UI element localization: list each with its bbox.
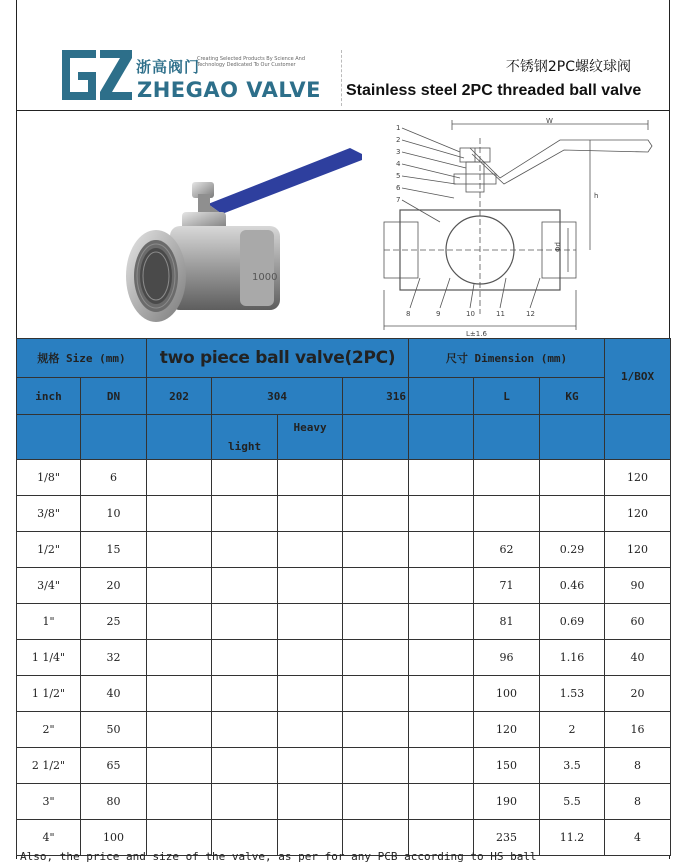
header-heavy: Heavy — [278, 415, 343, 460]
cell-blank — [409, 748, 474, 784]
cell-dn: 15 — [81, 532, 147, 568]
page-header — [16, 42, 670, 110]
table-body — [17, 460, 671, 856]
cell-blank — [409, 496, 474, 532]
cell-box: 8 — [605, 748, 671, 784]
cell-kg — [540, 460, 605, 496]
svg-text:7: 7 — [396, 196, 401, 204]
cell-l: 96 — [474, 640, 540, 676]
cell-l: 150 — [474, 748, 540, 784]
cell-316 — [343, 712, 409, 748]
svg-text:Φd: Φd — [554, 242, 562, 252]
cell-inch: 1 1/4" — [17, 640, 81, 676]
cell-316 — [343, 496, 409, 532]
cell-316 — [343, 460, 409, 496]
table-row — [17, 748, 671, 784]
svg-text:2: 2 — [396, 136, 401, 144]
valve-cross-section-drawing — [380, 118, 664, 338]
cell-blank — [409, 712, 474, 748]
logo-tagline: Creating Selected Products By Science And Technology Dedicated To Our Customer — [197, 56, 306, 68]
svg-text:h: h — [594, 192, 599, 200]
ball-valve-photo — [112, 134, 372, 340]
cell-304-light — [212, 604, 278, 640]
cell-304-heavy — [278, 712, 343, 748]
svg-text:3: 3 — [396, 148, 401, 156]
cell-inch: 3/4" — [17, 568, 81, 604]
cell-l: 81 — [474, 604, 540, 640]
cell-blank — [409, 676, 474, 712]
cell-kg: 0.69 — [540, 604, 605, 640]
cell-dn: 20 — [81, 568, 147, 604]
product-title-box — [341, 50, 671, 106]
cell-304-heavy — [278, 460, 343, 496]
cell-l — [474, 496, 540, 532]
cell-dn: 80 — [81, 784, 147, 820]
cell-box: 8 — [605, 784, 671, 820]
cell-304-light — [212, 748, 278, 784]
cell-304-light — [212, 532, 278, 568]
zhegao-logo-icon — [60, 46, 134, 104]
cell-kg: 11.2 — [540, 820, 605, 856]
cell-blank — [409, 568, 474, 604]
table-header-row-2 — [17, 378, 671, 415]
table-header-row-1 — [17, 339, 671, 378]
header-kg: KG — [540, 378, 605, 415]
cell-202 — [147, 640, 212, 676]
cell-304-heavy — [278, 748, 343, 784]
cell-202 — [147, 676, 212, 712]
cell-316 — [343, 784, 409, 820]
cell-box: 40 — [605, 640, 671, 676]
cell-box: 120 — [605, 496, 671, 532]
cell-box: 90 — [605, 568, 671, 604]
svg-text:10: 10 — [466, 310, 475, 318]
cell-blank — [409, 460, 474, 496]
svg-text:11: 11 — [496, 310, 505, 318]
cell-kg: 1.16 — [540, 640, 605, 676]
cell-box: 60 — [605, 604, 671, 640]
cell-inch: 2 1/2" — [17, 748, 81, 784]
table-row — [17, 676, 671, 712]
cell-inch: 4" — [17, 820, 81, 856]
cell-box: 4 — [605, 820, 671, 856]
cell-304-heavy — [278, 532, 343, 568]
cell-202 — [147, 712, 212, 748]
product-title-en: Stainless steel 2PC threaded ball valve — [346, 82, 642, 99]
cell-inch: 1/2" — [17, 532, 81, 568]
cell-inch: 1" — [17, 604, 81, 640]
cell-304-heavy — [278, 676, 343, 712]
cell-kg: 1.53 — [540, 676, 605, 712]
svg-text:4: 4 — [396, 160, 401, 168]
cell-l: 120 — [474, 712, 540, 748]
logo-english-name: ZHEGAO VALVE — [137, 78, 321, 102]
cell-dn: 50 — [81, 712, 147, 748]
cell-304-heavy — [278, 640, 343, 676]
svg-text:9: 9 — [436, 310, 441, 318]
svg-text:5: 5 — [396, 172, 401, 180]
cell-316 — [343, 604, 409, 640]
cell-kg — [540, 496, 605, 532]
table-row — [17, 460, 671, 496]
cell-202 — [147, 460, 212, 496]
header-light: light — [212, 415, 278, 460]
svg-text:12: 12 — [526, 310, 535, 318]
cell-316 — [343, 676, 409, 712]
svg-text:L±1.6: L±1.6 — [466, 330, 487, 338]
logo-chinese-name: 浙高阀门 — [136, 58, 201, 76]
cell-inch: 2" — [17, 712, 81, 748]
cell-316 — [343, 640, 409, 676]
product-title-cn: 不锈钢2PC螺纹球阀 — [505, 59, 631, 75]
svg-text:1000: 1000 — [252, 272, 278, 283]
cell-dn: 25 — [81, 604, 147, 640]
cell-304-light — [212, 784, 278, 820]
svg-text:1: 1 — [396, 124, 401, 132]
cell-dn: 40 — [81, 676, 147, 712]
cell-dn: 100 — [81, 820, 147, 856]
cell-inch: 3" — [17, 784, 81, 820]
cell-304-light — [212, 496, 278, 532]
cell-304-light — [212, 712, 278, 748]
cell-l: 62 — [474, 532, 540, 568]
cell-kg: 2 — [540, 712, 605, 748]
cell-blank — [409, 604, 474, 640]
header-dn: DN — [81, 378, 147, 415]
cell-202 — [147, 532, 212, 568]
footer-note: Also, the price and size of the valve, as per for any PCB according to HS ball — [20, 850, 537, 863]
cell-304-heavy — [278, 496, 343, 532]
cell-box: 20 — [605, 676, 671, 712]
cell-blank — [409, 532, 474, 568]
table-row — [17, 532, 671, 568]
header-l: L — [474, 378, 540, 415]
cell-202 — [147, 568, 212, 604]
cell-kg: 5.5 — [540, 784, 605, 820]
header-empty — [409, 378, 474, 415]
cell-316 — [343, 532, 409, 568]
cell-kg: 3.5 — [540, 748, 605, 784]
cell-l: 71 — [474, 568, 540, 604]
cell-304-heavy — [278, 568, 343, 604]
cell-kg: 0.29 — [540, 532, 605, 568]
cell-304-light — [212, 568, 278, 604]
svg-text:W: W — [546, 118, 553, 125]
cell-316 — [343, 748, 409, 784]
cell-202 — [147, 748, 212, 784]
header-divider — [16, 110, 670, 111]
table-row — [17, 604, 671, 640]
cell-box: 120 — [605, 460, 671, 496]
cell-l — [474, 460, 540, 496]
table-row — [17, 712, 671, 748]
cell-box: 16 — [605, 712, 671, 748]
cell-l: 235 — [474, 820, 540, 856]
table-header-row-3 — [17, 415, 671, 460]
header-316: 316 — [343, 378, 409, 415]
svg-text:6: 6 — [396, 184, 401, 192]
cell-304-heavy — [278, 784, 343, 820]
cell-dn: 10 — [81, 496, 147, 532]
table-row — [17, 568, 671, 604]
header-size: 规格 Size (mm) — [17, 339, 147, 378]
cell-304-light — [212, 460, 278, 496]
cell-inch: 3/8" — [17, 496, 81, 532]
spec-table — [16, 338, 671, 856]
table-row — [17, 784, 671, 820]
header-202: 202 — [147, 378, 212, 415]
cell-blank — [409, 640, 474, 676]
cell-202 — [147, 784, 212, 820]
cell-dn: 32 — [81, 640, 147, 676]
cell-blank — [409, 784, 474, 820]
table-row — [17, 640, 671, 676]
header-304: 304 — [212, 378, 343, 415]
cell-304-heavy — [278, 604, 343, 640]
cell-l: 100 — [474, 676, 540, 712]
cell-l: 190 — [474, 784, 540, 820]
table-row — [17, 496, 671, 532]
cell-304-light — [212, 640, 278, 676]
cell-202 — [147, 604, 212, 640]
header-product-title: two piece ball valve(2PC) — [147, 339, 409, 378]
cell-inch: 1 1/2" — [17, 676, 81, 712]
cell-dn: 65 — [81, 748, 147, 784]
header-inch: inch — [17, 378, 81, 415]
cell-304-light — [212, 676, 278, 712]
cell-316 — [343, 568, 409, 604]
cell-box: 120 — [605, 532, 671, 568]
cell-kg: 0.46 — [540, 568, 605, 604]
cell-202 — [147, 496, 212, 532]
header-per-box: 1/BOX — [605, 339, 671, 415]
svg-text:8: 8 — [406, 310, 411, 318]
cell-dn: 6 — [81, 460, 147, 496]
cell-inch: 1/8" — [17, 460, 81, 496]
header-dimension: 尺寸 Dimension (mm) — [409, 339, 605, 378]
